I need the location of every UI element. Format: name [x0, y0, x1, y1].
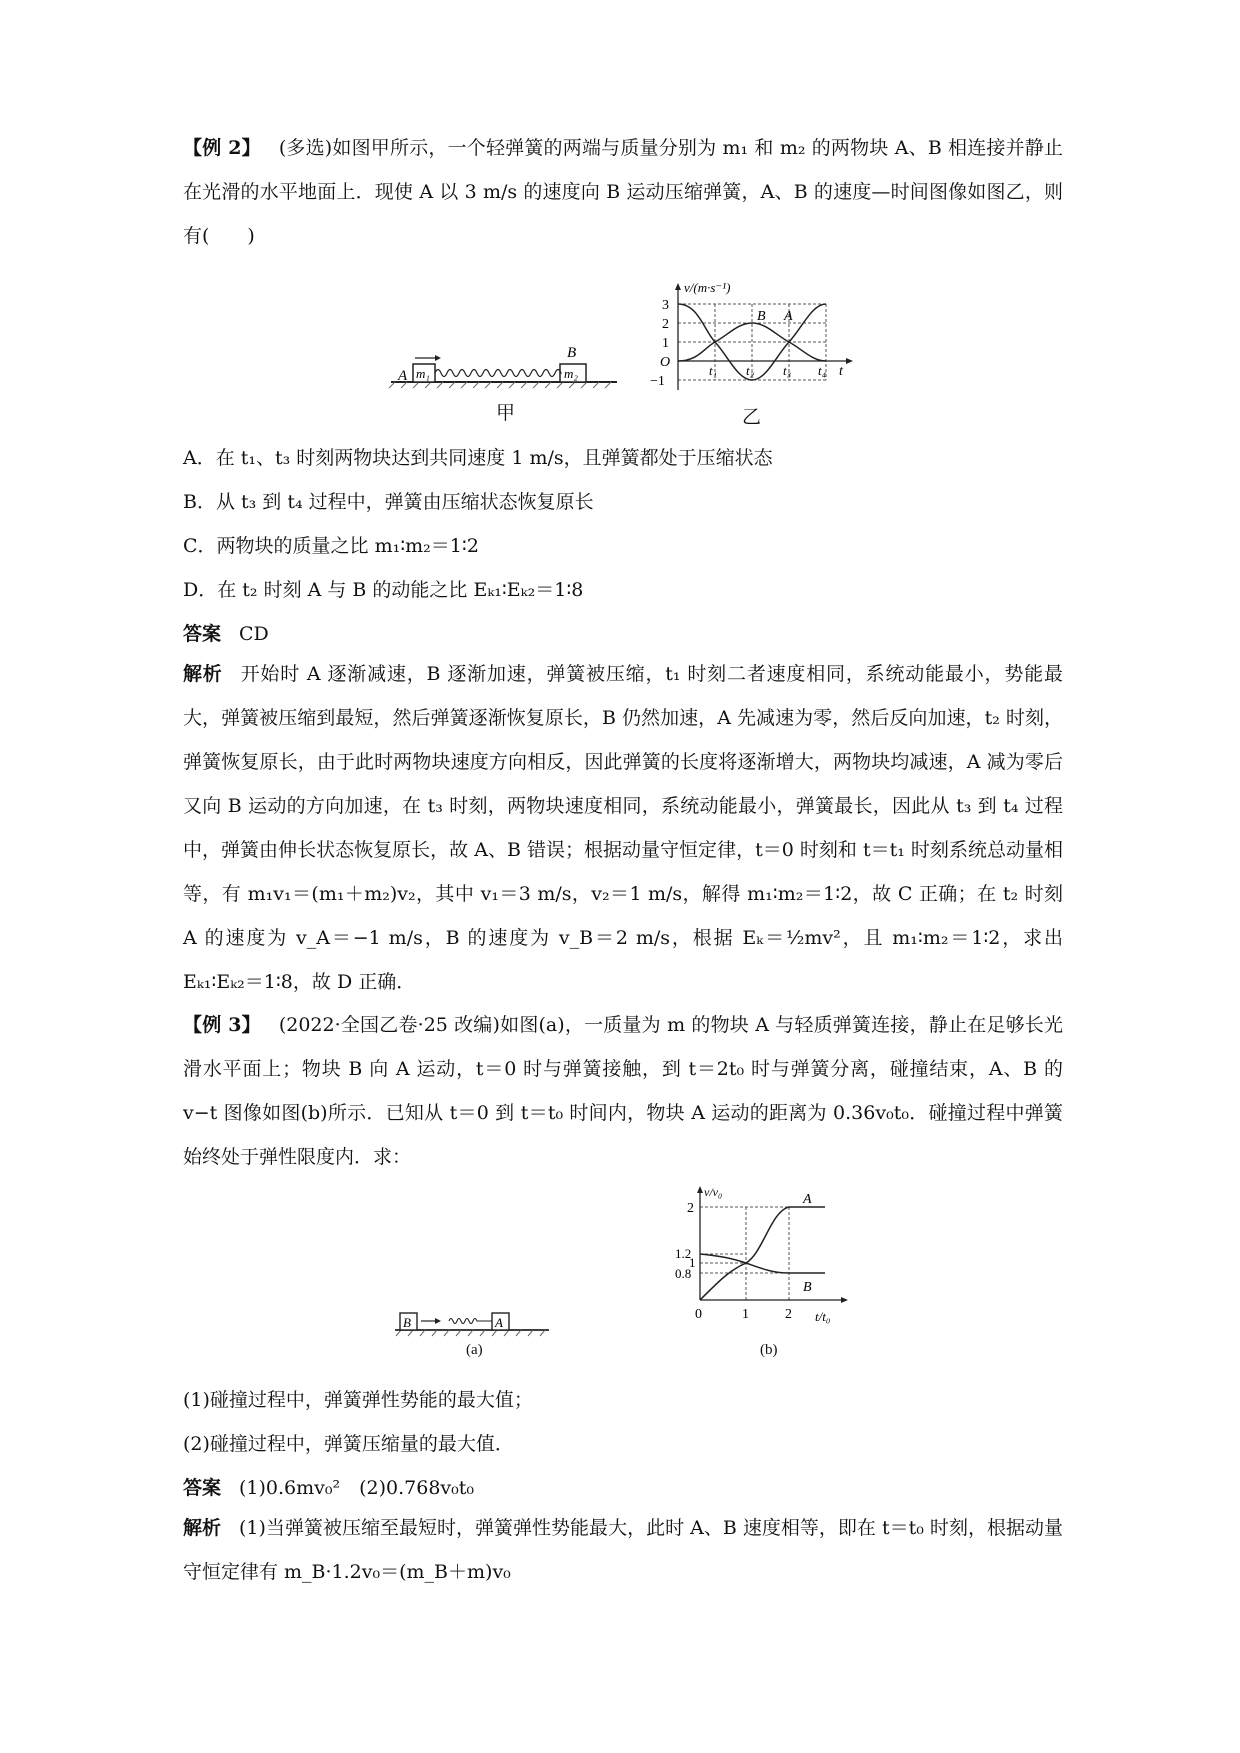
block-m1-label: m₁	[416, 366, 430, 381]
figure-a-caption: (a)	[466, 1342, 483, 1358]
x-tick-t2: t₂	[746, 363, 755, 378]
curve-a-label: A	[803, 1192, 812, 1207]
example-2-question: (多选)如图甲所示，一个轻弹簧的两端与质量分别为 m₁ 和 m₂ 的两物块 A、B 相连接并静止在光滑的水平地面上．现使 A 以 3 m/s 的速度向 B 运动压缩弹簧，A、B 的速度—时间图像如图乙，则有( )	[183, 137, 1063, 247]
example-3-tag: 【例 3】	[183, 1014, 261, 1036]
example-3-analysis	[183, 1506, 1063, 1594]
answer-label: 答案	[183, 1477, 222, 1499]
question-1: (1)碰撞过程中，弹簧弹性势能的最大值；	[183, 1389, 533, 1411]
block-a-label: A	[398, 368, 408, 384]
option-b: B．从 t₃ 到 t₄ 过程中，弹簧由压缩状态恢复原长	[183, 491, 594, 513]
x-tick-0: 0	[695, 1307, 702, 1322]
example-3-question: (2022·全国乙卷·25 改编)如图(a)，一质量为 m 的物块 A 与轻质弹簧连接，静止在足够长光滑水平面上；物块 B 向 A 运动，t＝0 时与弹簧接触，到 t＝2t₀ 时与弹簧分离，碰撞结束，A、B 的 v−t 图像如图(b)所示．已知从 t＝0 到 t＝t₀ 时间内，物块 A 运动的距离为 0.36v₀t₀．碰撞过程中弹簧始终处于弹性限度内．求：	[183, 1014, 1063, 1168]
option-c: C．两物块的质量之比 m₁∶m₂＝1∶2	[183, 535, 479, 557]
curve-b-label: B	[803, 1280, 812, 1295]
example-2-stem	[183, 126, 1063, 258]
spring	[435, 370, 561, 377]
analysis-label: 解析	[183, 1517, 222, 1539]
y-tick-1: 1	[662, 336, 669, 351]
answer-value: CD	[239, 623, 269, 645]
block-b-label: B	[567, 345, 577, 361]
y-tick-1-2: 1.2	[675, 1246, 692, 1261]
x-axis-label: t/t₀	[815, 1309, 831, 1324]
example-3-stem	[183, 1003, 1063, 1179]
analysis-text: 开始时 A 逐渐减速，B 逐渐加速，弹簧被压缩，t₁ 时刻二者速度相同，系统动能最小，势能最大，弹簧被压缩到最短，然后弹簧逐渐恢复原长，B 仍然加速，A 先减速为零，然后反向加速，t₂ 时刻，弹簧恢复原长，由于此时两物块速度方向相反，因此弹簧的长度将逐渐增大，两物块均减速，A 减为零后又向 B 运动的方向加速，在 t₃ 时刻，两物块速度相同，系统动能最小，弹簧最长，因此从 t₃ 到 t₄ 过程中，弹簧由伸长状态恢复原长，故 A、B 错误；根据动量守恒定律，t＝0 时刻和 t＝t₁ 时刻系统总动量相等，有 m₁v₁＝(m₁＋m₂)v₂，其中 v₁＝3 m/s，v₂＝1 m/s，解得 m₁∶m₂＝1∶2，故 C 正确；在 t₂ 时刻 A 的速度为 v_A＝−1 m/s，B 的速度为 v_B＝2 m/s，根据 Eₖ＝½mv²，且 m₁∶m₂＝1∶2，求出 Eₖ₁∶Eₖ₂＝1∶8，故 D 正确．	[183, 663, 1063, 993]
figure-yi-caption: 乙	[742, 406, 762, 428]
figure-yi-vt-graph	[650, 282, 860, 400]
answer-value: (1)0.6mv₀² (2)0.768v₀t₀	[239, 1477, 475, 1499]
x-tick-t3: t₃	[783, 363, 792, 378]
y-tick-1: 1	[689, 1255, 696, 1270]
option-a: A．在 t₁、t₃ 时刻两物块达到共同速度 1 m/s，且弹簧都处于压缩状态	[183, 447, 773, 469]
x-axis-label: t	[839, 364, 843, 379]
option-d: D．在 t₂ 时刻 A 与 B 的动能之比 Eₖ₁∶Eₖ₂＝1∶8	[183, 579, 584, 601]
y-tick-2: 2	[662, 317, 669, 332]
origin-label: O	[660, 355, 671, 370]
velocity-arrowhead	[435, 355, 441, 361]
x-tick-1: 1	[742, 1307, 749, 1322]
example-3-answer	[183, 1473, 474, 1500]
example-2-tag: 【例 2】	[183, 137, 261, 159]
analysis-label: 解析	[183, 663, 223, 685]
question-2: (2)碰撞过程中，弹簧压缩量的最大值．	[183, 1433, 514, 1455]
curve-a-label: A	[784, 309, 793, 324]
y-tick-2: 2	[687, 1201, 694, 1216]
y-tick-neg1: −1	[650, 374, 665, 389]
example-2-answer	[183, 619, 269, 646]
figure-jia-caption: 甲	[496, 402, 516, 424]
figure-b-caption: (b)	[760, 1342, 778, 1358]
x-tick-t4: t₄	[818, 363, 827, 378]
analysis-text: (1)当弹簧被压缩至最短时，弹簧弹性势能最大，此时 A、B 速度相等，即在 t＝t₀ 时刻，根据动量守恒定律有 m_B·1.2v₀＝(m_B＋m)v₀	[183, 1517, 1063, 1583]
figure-b-vt-graph	[665, 1185, 855, 1330]
x-tick-2: 2	[785, 1307, 792, 1322]
curve-b-label: B	[757, 309, 766, 324]
answer-label: 答案	[183, 623, 222, 645]
x-tick-t1: t₁	[709, 363, 718, 378]
y-axis-label: v/v₀	[704, 1185, 723, 1199]
y-tick-3: 3	[662, 298, 669, 313]
block-m2-label: m₂	[564, 366, 578, 381]
example-2-analysis	[183, 652, 1063, 1004]
curve-b	[700, 1254, 825, 1273]
y-tick-0-8: 0.8	[675, 1266, 692, 1281]
block-b-label: B	[403, 1315, 411, 1330]
block-a-label: A	[495, 1315, 503, 1330]
figure-a-collision	[393, 1300, 551, 1340]
y-axis-label: v/(m·s⁻¹)	[684, 282, 731, 295]
figure-jia-spring-blocks	[385, 330, 625, 390]
spring	[449, 1319, 492, 1324]
